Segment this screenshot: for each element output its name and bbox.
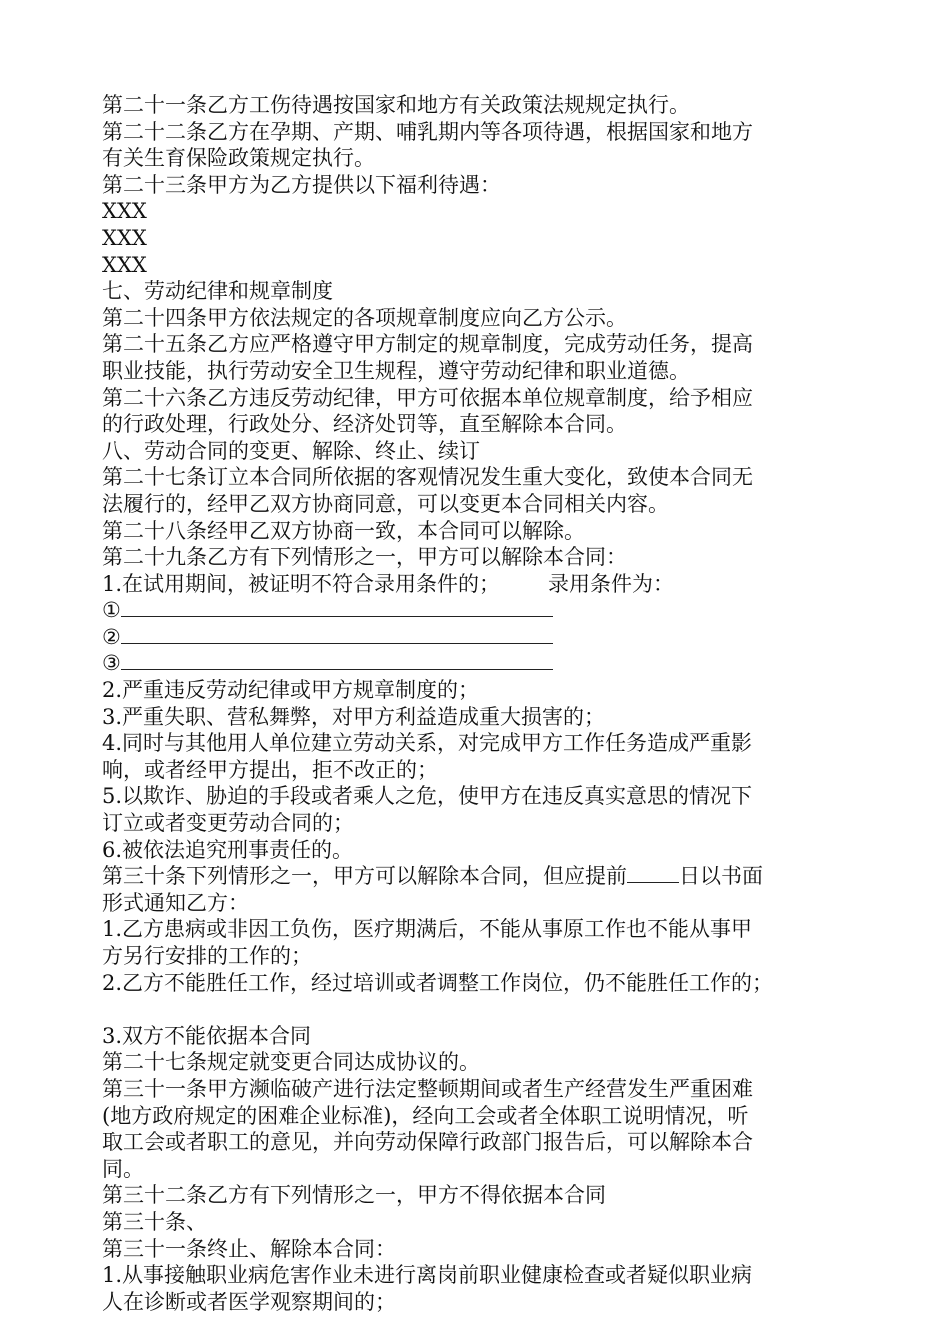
blank-underline <box>121 627 553 644</box>
text-line: 1.从事接触职业病危害作业未进行离岗前职业健康检查或者疑似职业病 <box>102 1263 753 1288</box>
blank-underline <box>121 600 553 617</box>
blank-underline <box>627 866 679 883</box>
text-line: 第二十七条规定就变更合同达成协议的。 <box>102 1050 480 1075</box>
item-marker: ① <box>102 598 121 623</box>
text-line: 3.双方不能依据本合同 <box>102 1023 312 1048</box>
clause-text: 第三十条下列情形之一，甲方可以解除本合同，但应提前 <box>102 864 627 889</box>
text-line: 第三十条、 <box>102 1209 207 1234</box>
text-line: 响，或者经甲方提出，拒不改正的； <box>102 757 438 782</box>
text-line: 的行政处理，行政处分、经济处罚等，直至解除本合同。 <box>102 412 627 437</box>
text-line: 第二十九条乙方有下列情形之一，甲方可以解除本合同： <box>102 545 627 570</box>
text-line: 第二十四条甲方依法规定的各项规章制度应向乙方公示。 <box>102 305 627 330</box>
document-page <box>102 92 872 1315</box>
fill-in-line <box>102 650 872 677</box>
text-line: XXX <box>102 199 147 224</box>
text-line: 第二十八条经甲乙双方协商一致，本合同可以解除。 <box>102 518 585 543</box>
text-line: 第二十三条甲方为乙方提供以下福利待遇： <box>102 172 501 197</box>
text-line: 第二十七条订立本合同所依据的客观情况发生重大变化，致使本合同无 <box>102 465 753 490</box>
text-line: 职业技能，执行劳动安全卫生规程，遵守劳动纪律和职业道德。 <box>102 358 690 383</box>
text-line: 人在诊断或者医学观察期间的； <box>102 1289 396 1314</box>
item-marker: ③ <box>102 651 121 676</box>
text-line: 第二十六条乙方违反劳动纪律，甲方可依据本单位规章制度，给予相应 <box>102 385 753 410</box>
text-line: 第二十五条乙方应严格遵守甲方制定的规章制度，完成劳动任务，提高 <box>102 332 753 357</box>
clause-text: 录用条件为： <box>548 571 675 596</box>
section-heading: 七、劳动纪律和规章制度 <box>102 279 333 304</box>
text-line: 方另行安排的工作的； <box>102 944 312 968</box>
text-line: 第二十二条乙方在孕期、产期、哺乳期内等各项待遇，根据国家和地方 <box>102 119 753 144</box>
text-line <box>102 571 872 598</box>
section-heading: 八、劳动合同的变更、解除、终止、续订 <box>102 438 480 463</box>
item-marker: ② <box>102 624 121 649</box>
fill-in-line <box>102 624 872 651</box>
text-line: 同。 <box>102 1156 144 1181</box>
text-line: 2.严重违反劳动纪律或甲方规章制度的； <box>102 678 480 703</box>
clause-text: 1.在试用期间，被证明不符合录用条件的； <box>102 571 501 596</box>
text-line: 5.以欺诈、胁迫的手段或者乘人之危，使甲方在违反真实意思的情况下 <box>102 784 753 809</box>
text-line <box>102 863 872 890</box>
text-line: 3.严重失职、营私舞弊，对甲方利益造成重大损害的； <box>102 704 606 729</box>
text-line: 取工会或者职工的意见，并向劳动保障行政部门报告后，可以解除本合 <box>102 1130 753 1155</box>
text-line: 6.被依法追究刑事责任的。 <box>102 837 354 862</box>
text-line: 1.乙方患病或非因工负伤，医疗期满后，不能从事原工作也不能从事甲 <box>102 917 753 942</box>
text-line: XXX <box>102 252 147 277</box>
text-line: 第三十一条终止、解除本合同： <box>102 1236 396 1261</box>
text-line: XXX <box>102 225 147 250</box>
blank-underline <box>121 653 553 670</box>
text-line: 形式通知乙方： <box>102 890 249 915</box>
text-line: 第三十一条甲方濒临破产进行法定整顿期间或者生产经营发生严重困难 <box>102 1076 753 1101</box>
text-line: 有关生育保险政策规定执行。 <box>102 146 375 171</box>
blank-line <box>102 996 872 1023</box>
text-line: 订立或者变更劳动合同的； <box>102 811 354 836</box>
text-line: 法履行的，经甲乙双方协商同意，可以变更本合同相关内容。 <box>102 491 669 516</box>
fill-in-line <box>102 597 872 624</box>
text-line: 第二十一条乙方工伤待遇按国家和地方有关政策法规规定执行。 <box>102 93 690 117</box>
text-line: 4.同时与其他用人单位建立劳动关系，对完成甲方工作任务造成严重影 <box>102 731 753 756</box>
text-line: (地方政府规定的困难企业标准)，经向工会或者全体职工说明情况，听 <box>102 1103 749 1128</box>
clause-text: 日以书面 <box>679 864 763 889</box>
text-line: 第三十二条乙方有下列情形之一，甲方不得依据本合同 <box>102 1183 606 1208</box>
text-line: 2.乙方不能胜任工作，经过培训或者调整工作岗位，仍不能胜任工作的； <box>102 970 774 995</box>
